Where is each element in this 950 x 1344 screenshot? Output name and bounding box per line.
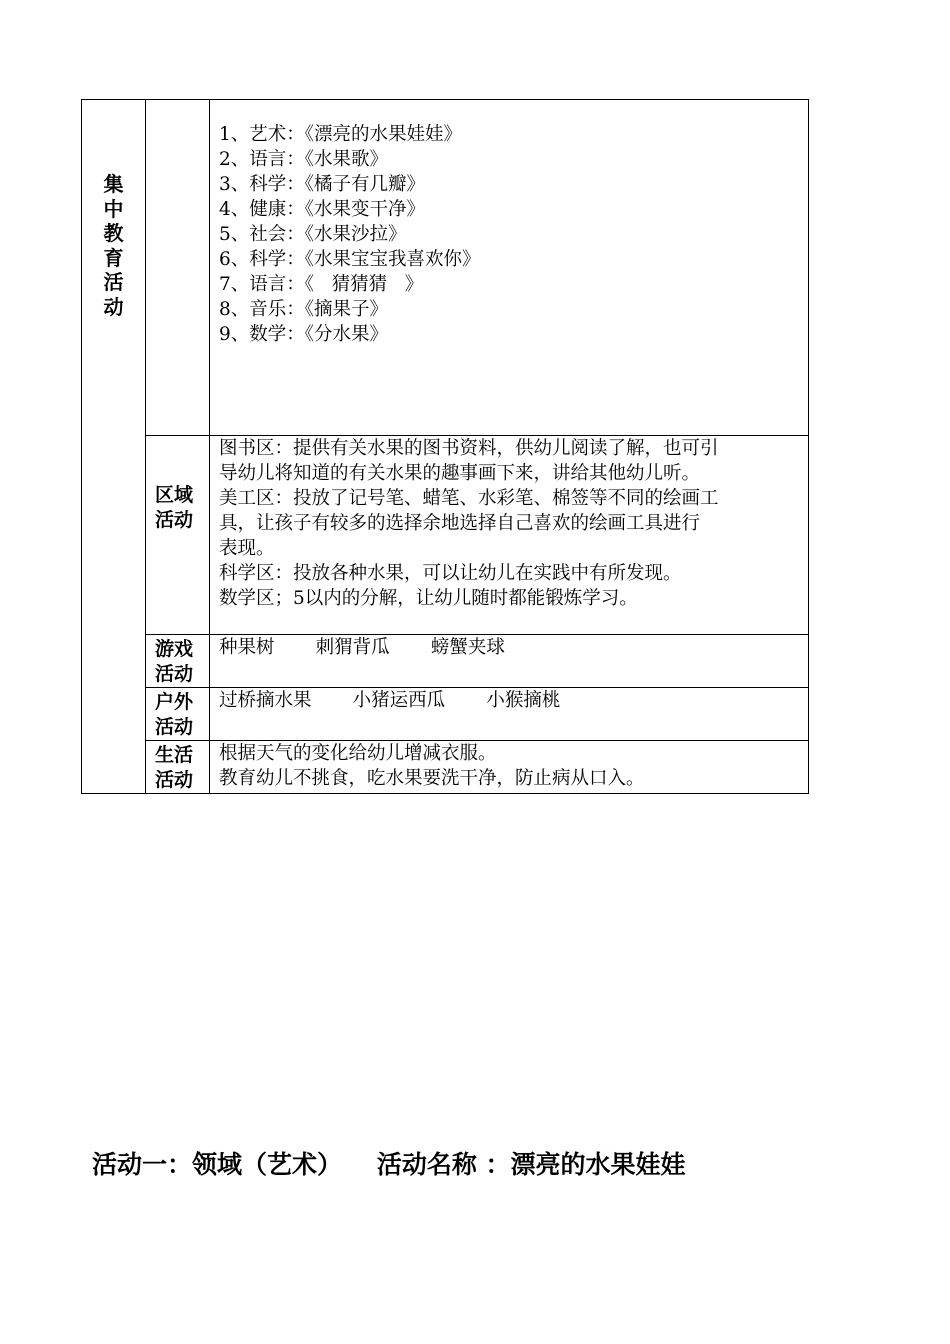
lesson-item: 4、健康：《水果变干净》 — [219, 199, 426, 220]
life-activity-label: 生活 活动 — [146, 741, 210, 794]
life-line: 教育幼儿不挑食，吃水果要洗干净，防止病从口入。 — [219, 768, 645, 789]
area-line: 具，让孩子有较多的选择余地选择自己喜欢的绘画工具进行 — [219, 513, 701, 534]
area-line: 科学区：投放各种水果，可以让幼儿在实践中有所发现。 — [219, 563, 682, 584]
activity-heading: 活动一：领域（艺术） 活动名称 ：漂亮的水果娃娃 — [92, 1150, 686, 1179]
weekly-plan-table — [81, 99, 809, 794]
lesson-item: 3、科学：《橘子有几瓣》 — [219, 174, 426, 195]
lesson-item: 9、数学：《分水果》 — [219, 324, 389, 345]
area-line: 图书区：提供有关水果的图书资料，供幼儿阅读了解，也可引 — [219, 438, 719, 459]
area-activity-content — [210, 436, 809, 635]
lesson-list — [210, 100, 809, 436]
lesson-item: 1、艺术：《漂亮的水果娃娃》 — [219, 124, 463, 145]
area-line: 数学区；5以内的分解，让幼儿随时都能锻炼学习。 — [219, 588, 638, 609]
lesson-item: 7、语言：《 猜猜猜 》 — [219, 274, 424, 295]
life-line: 根据天气的变化给幼儿增减衣服。 — [219, 743, 497, 764]
area-line: 导幼儿将知道的有关水果的趣事画下来，讲给其他幼儿听。 — [219, 463, 701, 484]
lesson-item: 8、音乐：《摘果子》 — [219, 299, 389, 320]
game-activity-content: 种果树 刺猬背瓜 螃蟹夹球 — [210, 635, 809, 688]
lesson-label-cell — [146, 100, 210, 436]
outdoor-activity-label: 户外 活动 — [146, 688, 210, 741]
game-activity-label: 游戏 活动 — [146, 635, 210, 688]
outdoor-activity-content: 过桥摘水果 小猪运西瓜 小猴摘桃 — [210, 688, 809, 741]
area-line: 表现。 — [219, 538, 275, 559]
area-line: 美工区：投放了记号笔、蜡笔、水彩笔、棉签等不同的绘画工 — [219, 488, 719, 509]
lesson-item: 6、科学：《水果宝宝我喜欢你》 — [219, 249, 481, 270]
lesson-item: 5、社会：《水果沙拉》 — [219, 224, 407, 245]
area-activity-label: 区域 活动 — [146, 436, 210, 635]
centralized-education-label: 集 中 教 育 活 动 — [82, 100, 146, 794]
life-activity-content — [210, 741, 809, 794]
lesson-item: 2、语言：《水果歌》 — [219, 149, 389, 170]
